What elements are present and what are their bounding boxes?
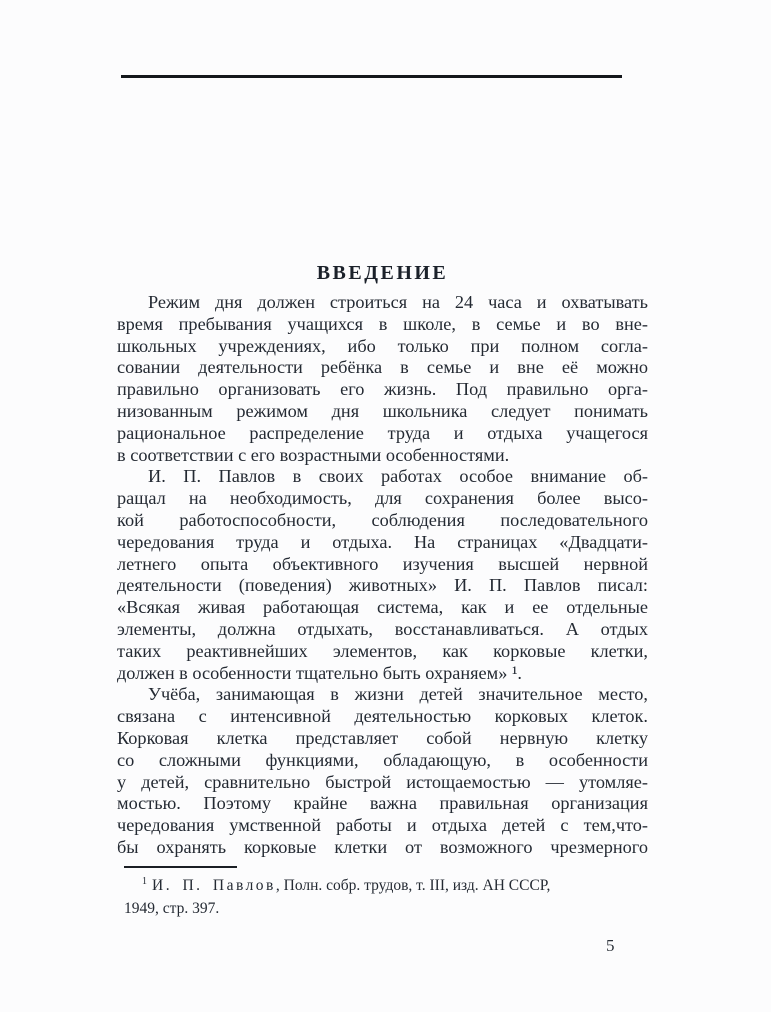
text-line: Учёба, занимающая в жизни детей значительное место,: [148, 684, 648, 705]
text-line: Корковая клетка представляет собой нервную клетку: [117, 727, 648, 748]
text-line: чередования умственной работы и отдыха детей с тем,что-: [117, 815, 648, 836]
chapter-heading: ВВЕДЕНИЕ: [316, 262, 449, 285]
page-number: 5: [606, 936, 615, 955]
header-rule: [121, 75, 622, 78]
body-text: [117, 292, 648, 859]
text-line: чередования труда и отдыха. На страницах «Двадцати-: [117, 531, 648, 552]
text-line: элементы, должна отдыхать, восстанавливаться. А отдых: [117, 618, 648, 639]
footnote-author: И. П. Павлов: [152, 877, 276, 894]
footnote-line-2: 1949, стр. 397.: [124, 900, 220, 917]
text-line: правильно организовать его жизнь. Под правильно орга-: [117, 379, 648, 400]
text-line: время пребывания учащихся в школе, в семье и во вне-: [117, 313, 648, 334]
footnote-source: , Полн. собр. трудов, т. III, изд. АН СССР,: [275, 877, 551, 894]
text-line: в соответствии с его возрастными особенностями.: [117, 444, 510, 465]
text-line: бы охранять корковые клетки от возможного чрезмерного: [117, 836, 648, 857]
text-line: летнего опыта объективного изучения высшей нервной: [117, 553, 648, 574]
text-line: деятельности (поведения) животных» И. П. Павлов писал:: [117, 575, 648, 596]
text-line: совании деятельности ребёнка в семье и вне её можно: [117, 357, 648, 378]
text-line: мостью. Поэтому крайне важна правильная организация: [117, 793, 648, 814]
text-line: со сложными функциями, обладающую, в особенности: [117, 749, 648, 770]
text-line: таких реактивнейших элементов, как корковые клетки,: [117, 640, 648, 661]
text-line: низованным режимом дня школьника следует понимать: [117, 400, 648, 421]
footnote: [124, 874, 648, 920]
text-line: кой работоспособности, соблюдения последовательного: [117, 509, 648, 530]
text-line: связана с интенсивной деятельностью корковых клеток.: [117, 706, 648, 727]
text-line: Режим дня должен строиться на 24 часа и охватывать: [148, 292, 648, 312]
text-line: «Всякая живая работающая система, как и ее отдельные: [117, 597, 648, 618]
text-line: ращал на необходимость, для сохранения более высо-: [117, 488, 648, 509]
text-line: рациональное распределение труда и отдыха учащегося: [117, 422, 648, 443]
footnote-marker: 1: [142, 875, 147, 887]
text-line: школьных учреждениях, ибо только при полном согла-: [117, 335, 648, 356]
text-line: у детей, сравнительно быстрой истощаемостью — утомляе-: [117, 771, 648, 792]
footnote-rule: [124, 866, 237, 868]
text-line: должен в особенности тщательно быть охраняем» ¹.: [117, 662, 522, 683]
footnote-line-1: [124, 874, 648, 897]
text-line: И. П. Павлов в своих работах особое внимание об-: [148, 466, 648, 487]
